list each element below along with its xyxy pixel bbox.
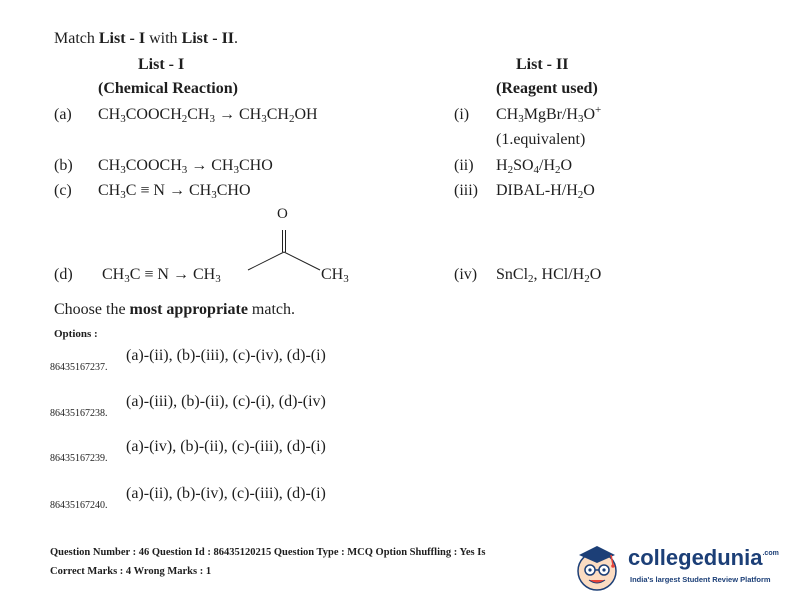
collegedunia-wordmark: collegedunia$^{.com}$ [628, 545, 779, 570]
ketone-methyl: $CH_3$ [321, 266, 349, 285]
option-3[interactable]: (a)-(iv), (b)-(ii), (c)-(iii), (d)-(i) [126, 438, 326, 455]
options-label: Options : [54, 328, 98, 340]
list-ii-item-iii: (iii) DIBAL-$H/H_2O$ [454, 182, 595, 201]
option-id-3: 86435167239. [50, 453, 108, 464]
bond-right [284, 252, 320, 270]
reagent-i-note: (1.equivalent) [496, 131, 586, 148]
list-ii-subtitle: (Reagent used) [496, 80, 598, 97]
list-i-item-c: (c) $CH_3C \equiv N \to CH_3CHO$ [54, 182, 251, 201]
option-4[interactable]: (a)-(ii), (b)-(iv), (c)-(iii), (d)-(i) [126, 485, 326, 502]
option-1[interactable]: (a)-(ii), (b)-(iii), (c)-(iv), (d)-(i) [126, 347, 326, 364]
list-i-subtitle: (Chemical Reaction) [98, 80, 238, 97]
footer-line-1: Question Number : 46 Question Id : 86435120215 Question Type : MCQ Option Shuffling : Yes Is [50, 547, 486, 558]
reagent-iv: SnCl$_2$, HCl/$H_2O$ [496, 266, 602, 285]
reagent-i: $CH_3MgBr/H_3O^+$ [496, 104, 602, 125]
list-i-item-b: (b) $CH_3COOCH_3 \to CH_3CHO$ [54, 157, 273, 176]
list-i-title: List - I [138, 56, 185, 73]
option-id-2: 86435167238. [50, 408, 108, 419]
list-i-item-d: (d) $CH_3C \equiv N \to CH_3$ [54, 266, 221, 285]
choose-instruction: Choose the most appropriate match. [54, 301, 296, 318]
reagent-ii: $H_2SO_4/H_2O$ [496, 157, 573, 176]
bond-left [248, 252, 284, 270]
collegedunia-tagline: India's largest Student Review Platform [630, 575, 771, 584]
list-ii-item-i: (i) $CH_3MgBr/H_3O^+$ [454, 104, 602, 125]
ketone-oxygen: O [277, 206, 288, 222]
reaction-d: $CH_3C \equiv N \to CH_3$ [102, 266, 221, 285]
reaction-b: $CH_3COOCH_3 \to CH_3CHO$ [98, 157, 273, 176]
collegedunia-logo-icon [571, 541, 623, 593]
reaction-a: $CH_3COOCH_2CH_3 \to CH_3CH_2OH$ [98, 106, 318, 125]
option-id-1: 86435167237. [50, 362, 108, 373]
option-2[interactable]: (a)-(iii), (b)-(ii), (c)-(i), (d)-(iv) [126, 393, 326, 410]
reagent-iii: DIBAL-$H/H_2O$ [496, 182, 595, 201]
question-prompt: Match List - I with List - II. [54, 30, 239, 47]
footer-line-2: Correct Marks : 4 Wrong Marks : 1 [50, 566, 212, 577]
list-ii-item-ii: (ii) $H_2SO_4/H_2O$ [454, 157, 573, 176]
list-ii-item-iv: (iv) SnCl$_2$, HCl/$H_2O$ [454, 266, 602, 285]
list-i-item-a: (a) $CH_3COOCH_2CH_3 \to CH_3CH_2OH$ [54, 106, 318, 125]
option-id-4: 86435167240. [50, 500, 108, 511]
reaction-c: $CH_3C \equiv N \to CH_3CHO$ [98, 182, 251, 201]
list-ii-title: List - II [516, 56, 569, 73]
